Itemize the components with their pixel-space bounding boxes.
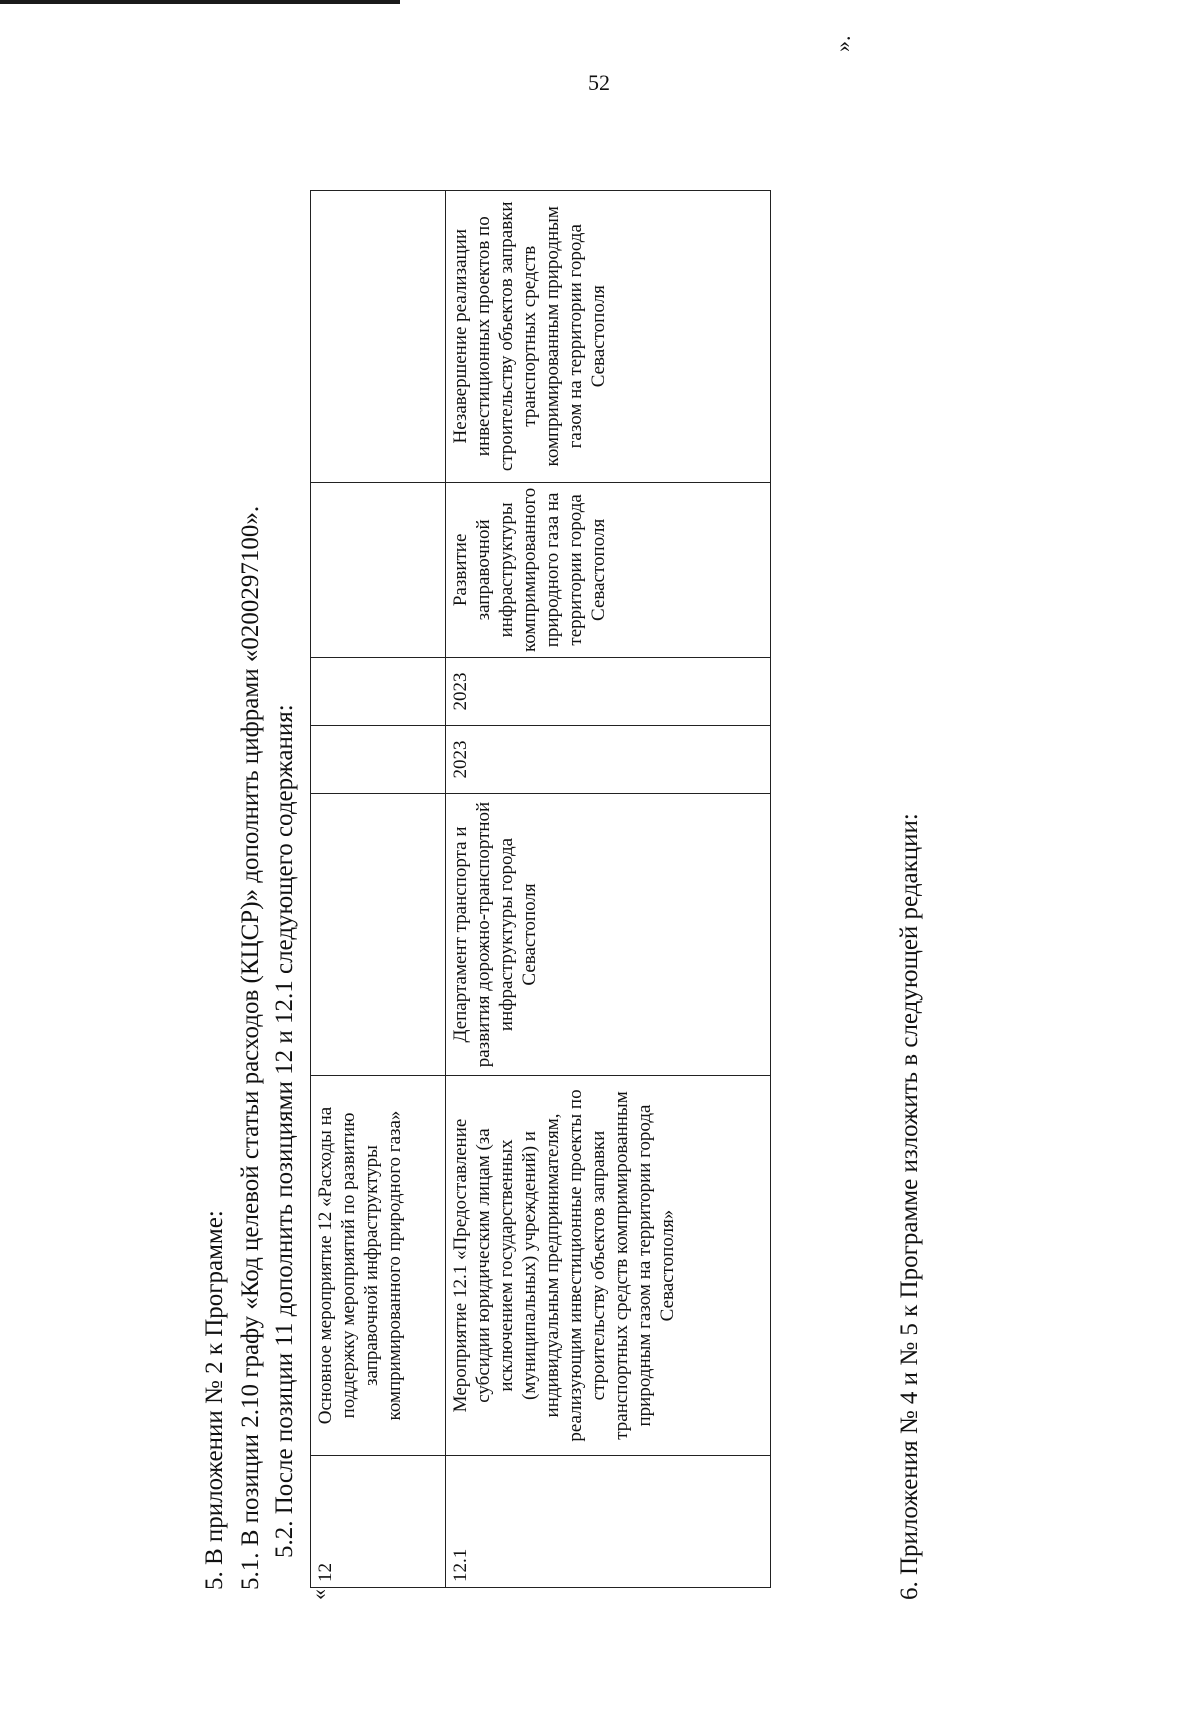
rotated-page-content [200, 20, 1200, 1600]
table-row [446, 190, 771, 1587]
program-activities-table [310, 190, 771, 1588]
end-year: 2023 [446, 658, 771, 726]
paragraph-5-2: 5.2. После позиции 11 дополнить позициями 12 и 12.1 следующего содержания: [271, 704, 298, 1558]
start-year [311, 726, 446, 794]
activity-name: Основное мероприятие 12 «Расходы на поддержку мероприятий по развитию заправочной инфраструктуры компримированного природного газа» [311, 1076, 446, 1456]
scan-top-edge-line [0, 0, 400, 4]
paragraph-5-1: 5.1. В позиции 2.10 графу «Код целевой статьи расходов (КЦСР)» дополнить цифрами «0200297100». [237, 505, 264, 1590]
paragraph-5: 5. В приложении № 2 к Программе: [201, 1210, 228, 1590]
row-number: 12.1 [446, 1456, 771, 1588]
consequence [311, 190, 446, 482]
activity-name: Мероприятие 12.1 «Предоставление субсидии юридическим лицам (за исключением государственных (муниципальных) учреждений) и индивидуальным предпринимателям, реализующим инвестиционные проекты по строительству объектов заправки транспортных средств компримированным природным газом на территории города Севастополя» [446, 1076, 771, 1456]
row-number: 12 [311, 1456, 446, 1588]
expected-result: Развитие заправочной инфраструктуры компримированного природного газа на территории города Севастополя [446, 482, 771, 657]
end-year [311, 658, 446, 726]
paragraph-6: 6. Приложения № 4 и № 5 к Программе изложить в следующей редакции: [896, 813, 923, 1600]
executor [311, 794, 446, 1076]
executor: Департамент транспорта и развития дорожно-транспортной инфраструктуры города Севастополя [446, 794, 771, 1076]
start-year: 2023 [446, 726, 771, 794]
page-number: 52 [588, 70, 610, 95]
consequence: Незавершение реализации инвестиционных проектов по строительству объектов заправки транспортных средств компримированным природным газом на территории города Севастополя [446, 190, 771, 482]
closing-quote: ». [830, 35, 855, 52]
expected-result [311, 482, 446, 657]
table-row [311, 190, 446, 1587]
opening-quote: « [306, 1589, 331, 1600]
